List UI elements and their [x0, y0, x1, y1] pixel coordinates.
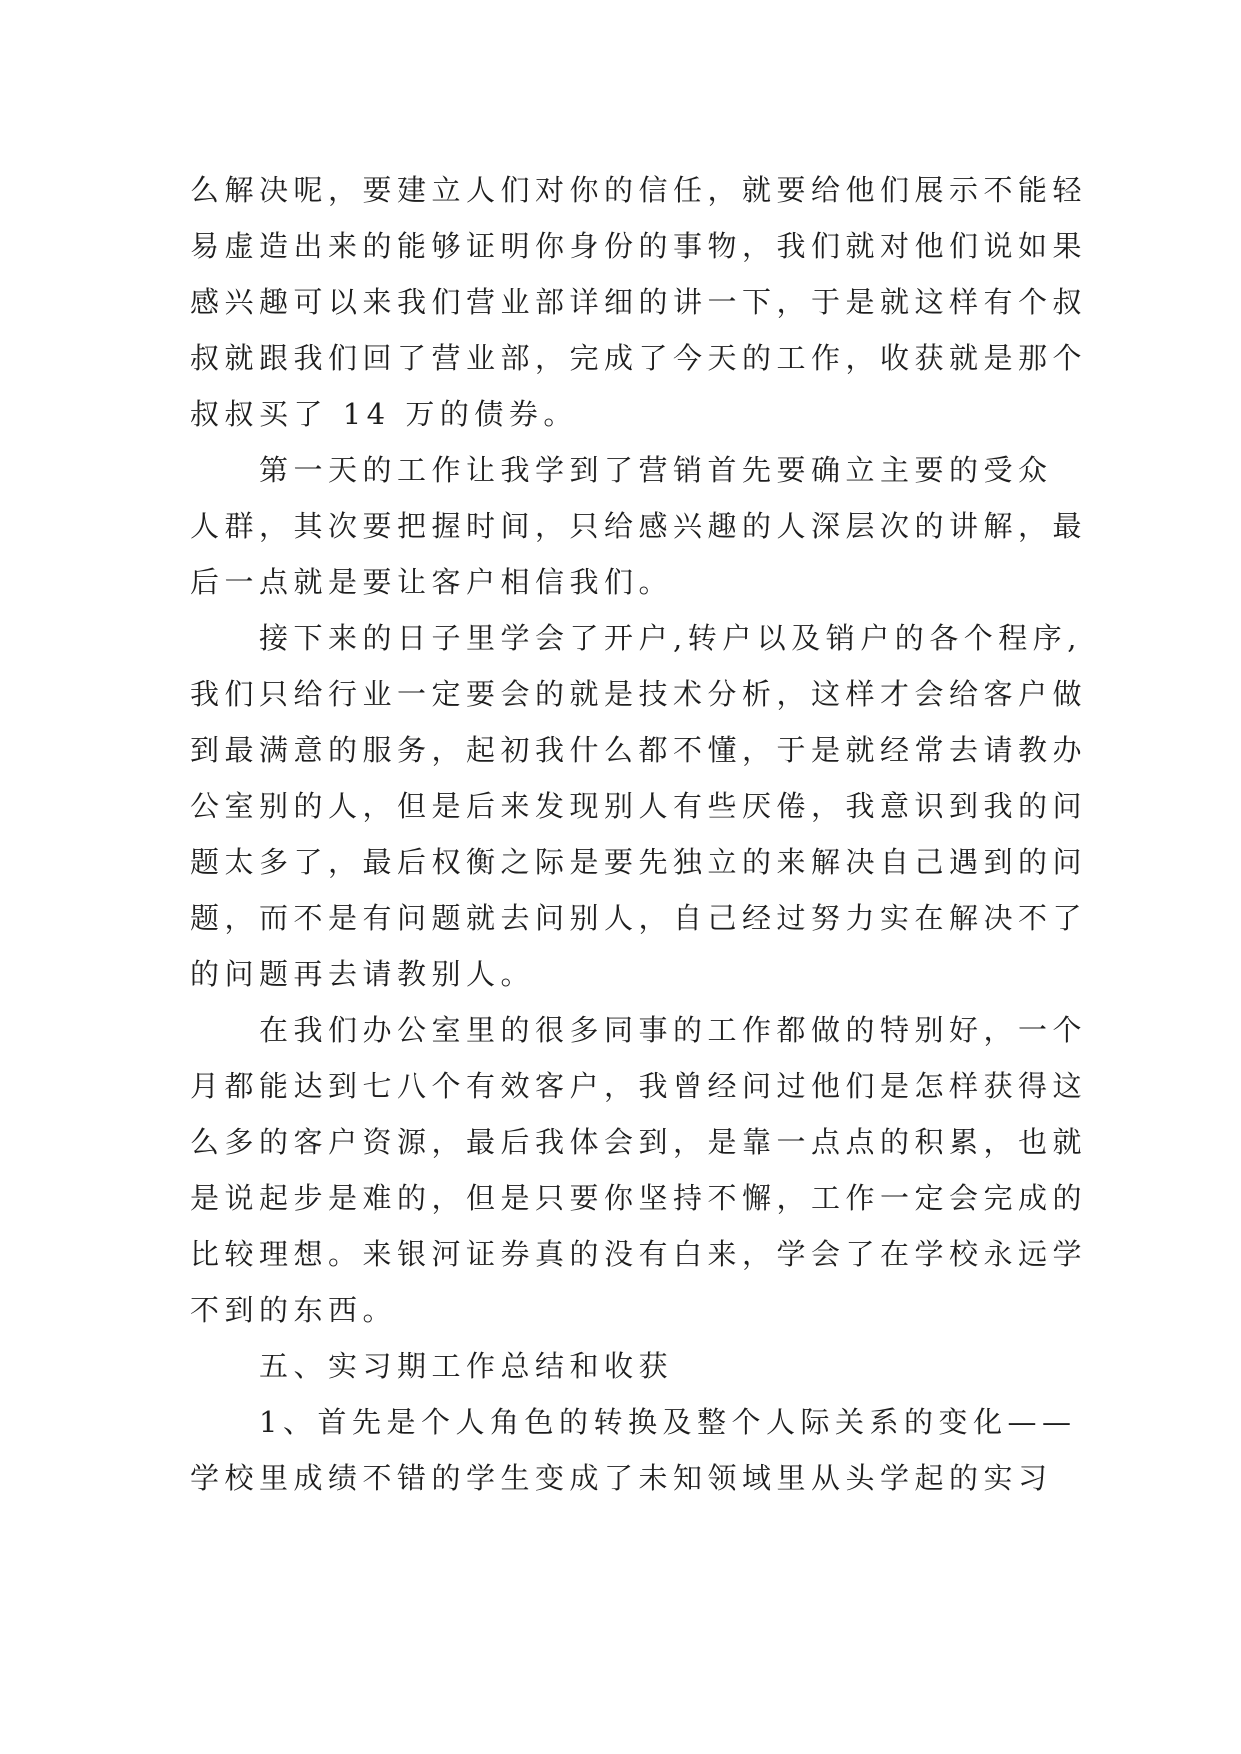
- document-body: [190, 162, 1088, 1506]
- text-line: 学校里成绩不错的学生变成了未知领域里从头学起的实习: [190, 1461, 1053, 1495]
- text-line: 比较理想。来银河证券真的没有白来，学会了在学校永远学: [190, 1237, 1088, 1271]
- section-heading: 五、实习期工作总结和收获: [190, 1349, 674, 1383]
- text-line: 么解决呢，要建立人们对你的信任，就要给他们展示不能轻: [190, 173, 1088, 207]
- text-line: 叔叔买了 14 万的债券。: [190, 397, 578, 431]
- text-line: 1、首先是个人角色的转换及整个人际关系的变化——: [190, 1405, 1077, 1439]
- text-line: 我们只给行业一定要会的就是技术分析，这样才会给客户做: [190, 677, 1088, 711]
- text-line: 叔就跟我们回了营业部，完成了今天的工作，收获就是那个: [190, 341, 1088, 375]
- text-line: 易虚造出来的能够证明你身份的事物，我们就对他们说如果: [190, 229, 1088, 263]
- text-line: 人群，其次要把握时间，只给感兴趣的人深层次的讲解，最: [190, 509, 1088, 543]
- text-line: 不到的东西。: [190, 1293, 398, 1327]
- text-line: 是说起步是难的，但是只要你坚持不懈，工作一定会完成的: [190, 1181, 1088, 1215]
- text-line: 题太多了，最后权衡之际是要先独立的来解决自己遇到的问: [190, 845, 1088, 879]
- text-line: 后一点就是要让客户相信我们。: [190, 565, 674, 599]
- text-line: 到最满意的服务，起初我什么都不懂，于是就经常去请教办: [190, 733, 1088, 767]
- text-line: 接下来的日子里学会了开户,转户以及销户的各个程序,: [190, 621, 1082, 655]
- text-line: 在我们办公室里的很多同事的工作都做的特别好，一个: [190, 1013, 1088, 1047]
- text-line: 公室别的人，但是后来发现别人有些厌倦，我意识到我的问: [190, 789, 1088, 823]
- text-line: 的问题再去请教别人。: [190, 957, 536, 991]
- text-line: 月都能达到七八个有效客户，我曾经问过他们是怎样获得这: [190, 1069, 1088, 1103]
- text-line: 第一天的工作让我学到了营销首先要确立主要的受众: [190, 453, 1053, 487]
- text-line: 感兴趣可以来我们营业部详细的讲一下，于是就这样有个叔: [190, 285, 1088, 319]
- text-line: 么多的客户资源，最后我体会到，是靠一点点的积累，也就: [190, 1125, 1088, 1159]
- text-line: 题，而不是有问题就去问别人，自己经过努力实在解决不了: [190, 901, 1088, 935]
